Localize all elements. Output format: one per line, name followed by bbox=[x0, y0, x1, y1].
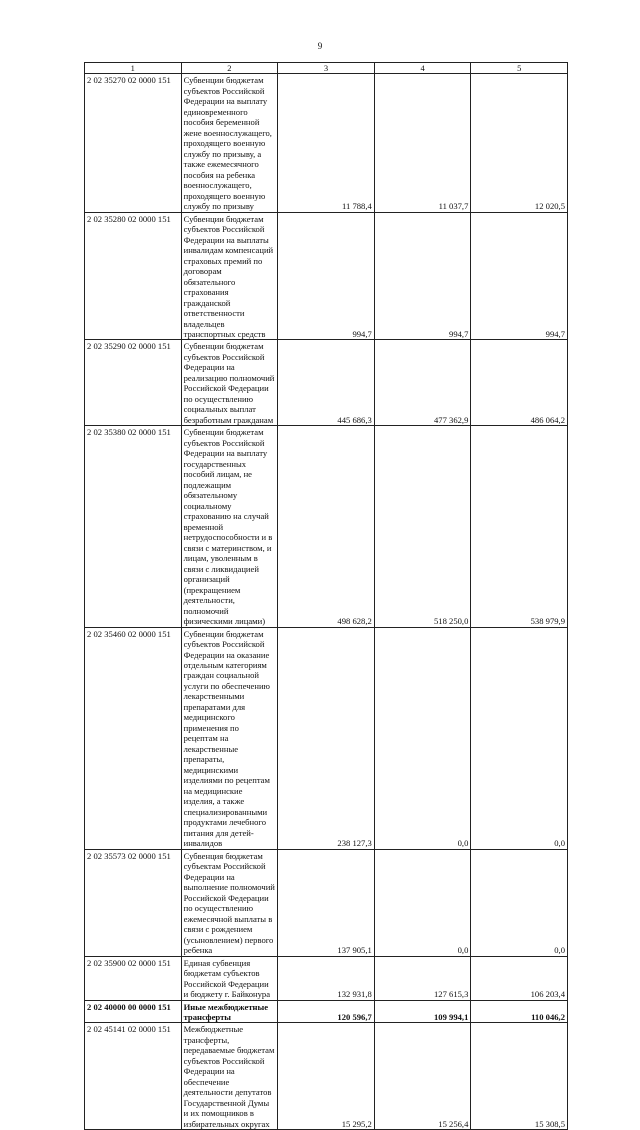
row-value-col3: 994,7 bbox=[278, 212, 375, 340]
table-row bbox=[85, 1023, 568, 1130]
row-value-col3: 137 905,1 bbox=[278, 849, 375, 956]
row-value-col4: 0,0 bbox=[374, 849, 471, 956]
row-code: 2 02 35900 02 0000 151 bbox=[85, 956, 182, 1000]
row-code: 2 02 35290 02 0000 151 bbox=[85, 340, 182, 426]
row-name: Субвенции бюджетам субъектов Российской Федерации на выплату государственных пособий лицам, не подлежащим обязательному социальному страхованию на случай временной нетрудоспособности и в связи с материнством, и лицам, уволенным в связи с ликвидацией организаций (прекращением деятельности, полномочий физическими лицами) bbox=[181, 426, 278, 627]
row-value-col5: 486 064,2 bbox=[471, 340, 568, 426]
row-value-col4: 994,7 bbox=[374, 212, 471, 340]
row-value-col3: 15 295,2 bbox=[278, 1023, 375, 1130]
row-value-col4: 0,0 bbox=[374, 627, 471, 849]
row-value-col5: 15 308,5 bbox=[471, 1023, 568, 1130]
row-name: Субвенции бюджетам субъектов Российской Федерации на оказание отдельным категориям граждан социальной услуги по обеспечению лекарственными препаратами для медицинского применения по рецептам на лекарственные препараты, медицинскими изделиями по рецептам на медицинские изделия, а также специализированными продуктами лечебного питания для детей-инвалидов bbox=[181, 627, 278, 849]
row-value-col5: 994,7 bbox=[471, 212, 568, 340]
row-value-col3: 498 628,2 bbox=[278, 426, 375, 627]
row-code: 2 02 45141 02 0000 151 bbox=[85, 1023, 182, 1130]
page-number: 9 bbox=[317, 41, 323, 51]
header-cell-3: 3 bbox=[278, 63, 375, 74]
row-name: Единая субвенция бюджетам субъектов Российской Федерации и бюджету г. Байконура bbox=[181, 956, 278, 1000]
row-code: 2 02 35460 02 0000 151 bbox=[85, 627, 182, 849]
row-code: 2 02 35380 02 0000 151 bbox=[85, 426, 182, 627]
row-code: 2 02 35270 02 0000 151 bbox=[85, 74, 182, 212]
row-value-col3: 120 596,7 bbox=[278, 1000, 375, 1023]
row-code: 2 02 40000 00 0000 151 bbox=[85, 1000, 182, 1023]
row-value-col5: 0,0 bbox=[471, 627, 568, 849]
header-cell-2: 2 bbox=[181, 63, 278, 74]
row-value-col4: 11 037,7 bbox=[374, 74, 471, 212]
row-name: Межбюджетные трансферты, передаваемые бюджетам субъектов Российской Федерации на обеспечение деятельности депутатов Государственной Думы и их помощников в избирательных округах bbox=[181, 1023, 278, 1130]
header-cell-1: 1 bbox=[85, 63, 182, 74]
row-code: 2 02 35280 02 0000 151 bbox=[85, 212, 182, 340]
row-value-col5: 0,0 bbox=[471, 849, 568, 956]
header-cell-5: 5 bbox=[471, 63, 568, 74]
table-row bbox=[85, 212, 568, 340]
table-row bbox=[85, 956, 568, 1000]
row-name: Иные межбюджетные трансферты bbox=[181, 1000, 278, 1023]
row-value-col5: 538 979,9 bbox=[471, 426, 568, 627]
table-row-subtotal bbox=[85, 1000, 568, 1023]
table-row bbox=[85, 426, 568, 627]
row-value-col5: 106 203,4 bbox=[471, 956, 568, 1000]
row-value-col5: 110 046,2 bbox=[471, 1000, 568, 1023]
row-name: Субвенция бюджетам субъектам Российской Федерации на выполнение полномочий Российской Федерации по осуществлению ежемесячной выплаты в связи с рождением (усыновлением) первого ребенка bbox=[181, 849, 278, 956]
row-value-col3: 445 686,3 bbox=[278, 340, 375, 426]
row-value-col5: 12 020,5 bbox=[471, 74, 568, 212]
row-name: Субвенции бюджетам субъектов Российской Федерации на реализацию полномочий Российской Федерации по осуществлению социальных выплат безработным гражданам bbox=[181, 340, 278, 426]
row-value-col4: 109 994,1 bbox=[374, 1000, 471, 1023]
row-name: Субвенции бюджетам субъектов Российской Федерации на выплату единовременного пособия беременной жене военнослужащего, проходящего военную службу по призыву, а также ежемесячного пособия на ребенка военнослужащего, проходящего военную службу по призыву bbox=[181, 74, 278, 212]
row-code: 2 02 35573 02 0000 151 bbox=[85, 849, 182, 956]
budget-table bbox=[84, 62, 568, 1130]
row-value-col3: 132 931,8 bbox=[278, 956, 375, 1000]
table-row bbox=[85, 627, 568, 849]
row-value-col3: 238 127,3 bbox=[278, 627, 375, 849]
header-cell-4: 4 bbox=[374, 63, 471, 74]
table-row bbox=[85, 74, 568, 212]
row-value-col3: 11 788,4 bbox=[278, 74, 375, 212]
row-value-col4: 518 250,0 bbox=[374, 426, 471, 627]
row-value-col4: 477 362,9 bbox=[374, 340, 471, 426]
table-header-row bbox=[85, 63, 568, 74]
row-name: Субвенции бюджетам субъектов Российской Федерации на выплаты инвалидам компенсаций страховых премий по договорам обязательного страхования гражданской ответственности владельцев транспортных средств bbox=[181, 212, 278, 340]
table-row bbox=[85, 849, 568, 956]
row-value-col4: 127 615,3 bbox=[374, 956, 471, 1000]
row-value-col4: 15 256,4 bbox=[374, 1023, 471, 1130]
table-row bbox=[85, 340, 568, 426]
